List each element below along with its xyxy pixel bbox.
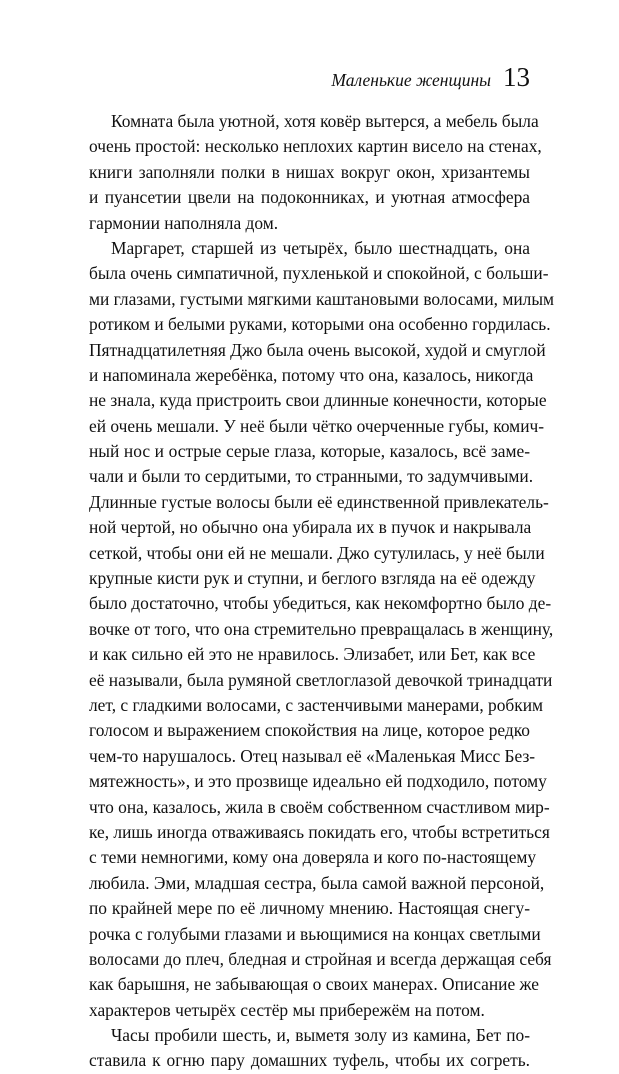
text-line: книги заполняли полки в нишах вокруг окон, хризантемы: [89, 161, 530, 182]
text-line: и пуансетии цвели на подоконниках, и уютная атмосфера: [89, 187, 530, 208]
text-line: чали и были то сердитыми, то странными, то задумчивыми.: [89, 466, 534, 487]
text-line: крупные кисти рук и ступни, и беглого взгляда на её одежду: [89, 568, 536, 589]
running-title: Маленькие женщины: [331, 70, 491, 90]
page-number: 13: [503, 62, 530, 92]
text-line: сеткой, чтобы они ей не мешали. Джо сутулилась, у неё были: [89, 542, 545, 563]
text-line: вочке от того, что она стремительно превращалась в женщину,: [89, 618, 554, 639]
paragraph-2: [89, 236, 555, 1023]
text-line: её называли, была румяной светлоглазой девочкой тринадцати: [89, 669, 553, 690]
text-line: ставила к огню пару домашних туфель, чтобы их согреть.: [89, 1050, 530, 1071]
text-line: что она, казалось, жила в своём собственном счастливом мир-: [89, 796, 550, 817]
running-head: [331, 62, 530, 98]
text-line: ный нос и острые серые глаза, которые, казалось, всё заме-: [89, 441, 530, 462]
text-line: рочка с голубыми глазами и вьющимися на концах светлыми: [89, 923, 541, 944]
text-line: ротиком и белыми руками, которыми она особенно гордилась.: [89, 314, 551, 335]
text-line: было достаточно, чтобы убедиться, как некомфортно было де-: [89, 593, 552, 614]
text-line: ке, лишь иногда отваживаясь покидать его, чтобы встретиться: [89, 821, 550, 842]
text-line: как барышня, не забывающая о своих манерах. Описание же: [89, 974, 540, 995]
text-line: Комната была уютной, хотя ковёр вытерся, а мебель была: [111, 111, 539, 131]
text-line: лет, с гладкими волосами, с застенчивыми манерами, робким: [89, 694, 544, 715]
text-line: с теми немногими, кому она доверяла и кого по-настоящему: [89, 847, 537, 868]
text-line: чем-то нарушалось. Отец называл её «Маленькая Мисс Без-: [89, 745, 536, 766]
text-line: и напоминала жеребёнка, потому что она, казалось, никогда: [89, 364, 534, 385]
text-line: ной чертой, но обычно она убирала их в пучок и накрывала: [89, 517, 532, 538]
text-line: Длинные густые волосы были её единственной привлекатель-: [89, 491, 549, 512]
text-line: ми глазами, густыми мягкими каштановыми волосами, милым: [89, 288, 555, 309]
text-line: очень простой: несколько неплохих картин висело на стенах,: [89, 136, 542, 157]
text-line: характеров четырёх сестёр мы прибережём на потом.: [89, 999, 485, 1020]
text-line: любила. Эми, младшая сестра, была самой важной персоной,: [89, 872, 545, 893]
text-line: гармонии наполняла дом.: [89, 212, 279, 233]
text-line: волосами до плеч, бледная и стройная и всегда держащая себя: [89, 948, 552, 969]
text-line: по крайней мере по её личному мнению. Настоящая снегу-: [89, 898, 530, 919]
text-line: была очень симпатичной, пухленькой и спокойной, с больши-: [89, 263, 549, 284]
text-line: Маргарет, старшей из четырёх, было шестнадцать, она: [111, 237, 530, 258]
paragraph-3: [89, 1023, 530, 1074]
text-line: не знала, куда пристроить свои длинные конечности, которые: [89, 390, 547, 411]
text-line: Часы пробили шесть, и, выметя золу из камина, Бет по-: [111, 1025, 530, 1046]
paragraph-1: [89, 109, 542, 236]
text-line: мятежность», и это прозвище идеально ей подходило, потому: [89, 771, 547, 792]
text-line: ей очень мешали. У неё были чётко очерченные губы, комич-: [89, 415, 545, 436]
text-line: и как сильно ей это не нравилось. Элизабет, или Бет, как все: [89, 644, 536, 665]
text-line: Пятнадцатилетняя Джо была очень высокой, худой и смуглой: [89, 339, 546, 360]
body-text: [89, 109, 555, 1074]
text-line: голосом и выражением спокойствия на лице, которое редко: [89, 720, 530, 741]
